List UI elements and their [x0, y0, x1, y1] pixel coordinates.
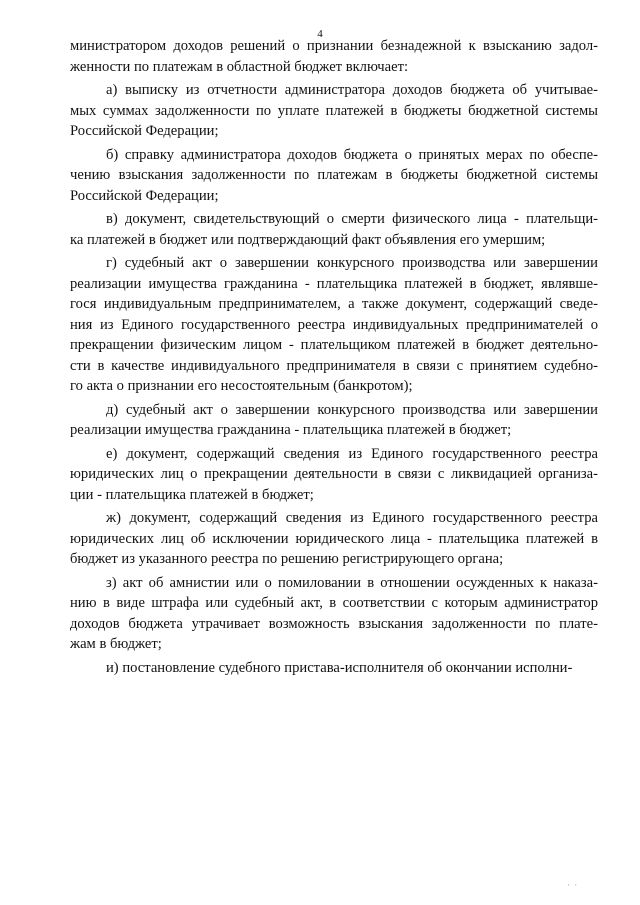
paragraph-line: ции - плательщика платежей в бюджет;	[70, 486, 314, 503]
paragraph-line: Российской Федерации;	[70, 123, 219, 139]
paragraph-line: реализации имущества гражданина - плательщика платежей в бюджет;	[70, 422, 512, 438]
paragraph-line: Российской Федерации;	[70, 187, 219, 204]
paragraph-line: жам в бюджет;	[70, 636, 162, 652]
paragraph-line: а) выписку из отчетности администратора доходов бюджета об учитывае-	[106, 82, 598, 98]
paragraph-line: чению взыскания задолженности по платежам в бюджеты бюджетной системы	[70, 167, 598, 183]
paragraph-line: юридических лиц об исключении юридического лица - плательщика платежей в	[70, 530, 598, 547]
paragraph	[70, 444, 598, 506]
paragraph	[70, 36, 598, 77]
paragraph-line: е) документ, содержащий сведения из Единого государственного реестра	[106, 445, 598, 462]
paragraph-line: и) постановление судебного пристава-исполнителя об окончании исполни-	[106, 659, 573, 676]
paragraph-line: юридических лиц о прекращении деятельности в связи с ликвидацией организа-	[70, 466, 598, 482]
paragraph-line: в) документ, свидетельствующий о смерти физического лица - плательщи-	[106, 211, 598, 227]
paragraph-line: б) справку администратора доходов бюджета о принятых мерах по обеспе-	[106, 146, 598, 163]
paragraph-line: нию в виде штрафа или судебный акт, в соответствии с которым администратор	[70, 595, 598, 611]
paragraph	[70, 573, 598, 655]
paragraph-line: ж) документ, содержащий сведения из Единого государственного реестра	[106, 510, 598, 526]
paragraph	[70, 400, 598, 441]
paragraph-line: г) судебный акт о завершении конкурсного производства или завершении	[106, 255, 598, 271]
paragraph-line: гося индивидуальным предпринимателем, а также документ, содержащий сведе-	[70, 296, 598, 312]
paragraph	[70, 658, 598, 679]
paragraph-line: бюджет из указанного реестра по решению регистрирующего органа;	[70, 551, 504, 567]
paragraph-line: доходов бюджета утрачивает возможность взыскания задолженности по плате-	[70, 615, 598, 632]
paragraph-line: го акта о признании его несостоятельным (банкротом);	[70, 378, 413, 394]
paragraph-line: сти в качестве индивидуального предпринимателя в связи с принятием судебно-	[70, 357, 598, 374]
paragraph-line: женности по платежам в областной бюджет включает:	[70, 58, 409, 75]
paragraph-line: ка платежей в бюджет или подтверждающий факт объявления его умершим;	[70, 231, 546, 248]
paragraph-line: прекращении физическим лицом - плательщиком платежей в бюджет деятельно-	[70, 337, 598, 353]
paragraph-line: реализации имущества гражданина - плательщика платежей в бюджет, являвше-	[70, 275, 598, 292]
paragraph	[70, 145, 598, 207]
paragraph-line: ния из Единого государственного реестра индивидуальных предпринимателей о	[70, 316, 598, 333]
paragraph-line: д) судебный акт о завершении конкурсного производства или завершении	[106, 401, 598, 418]
paragraph-line: мых суммах задолженности по уплате платежей в бюджеты бюджетной системы	[70, 102, 598, 119]
paragraph-line: з) акт об амнистии или о помиловании в отношении осужденных к наказа-	[106, 574, 598, 591]
page-number: 4	[317, 28, 323, 40]
scan-artifact-mark: · ·	[567, 880, 579, 890]
paragraph-line: министратором доходов решений о признании безнадежной к взысканию задол-	[70, 38, 598, 54]
paragraph	[70, 209, 598, 250]
paragraph	[70, 508, 598, 570]
paragraph	[70, 253, 598, 397]
paragraph	[70, 80, 598, 142]
document-body	[70, 36, 598, 681]
